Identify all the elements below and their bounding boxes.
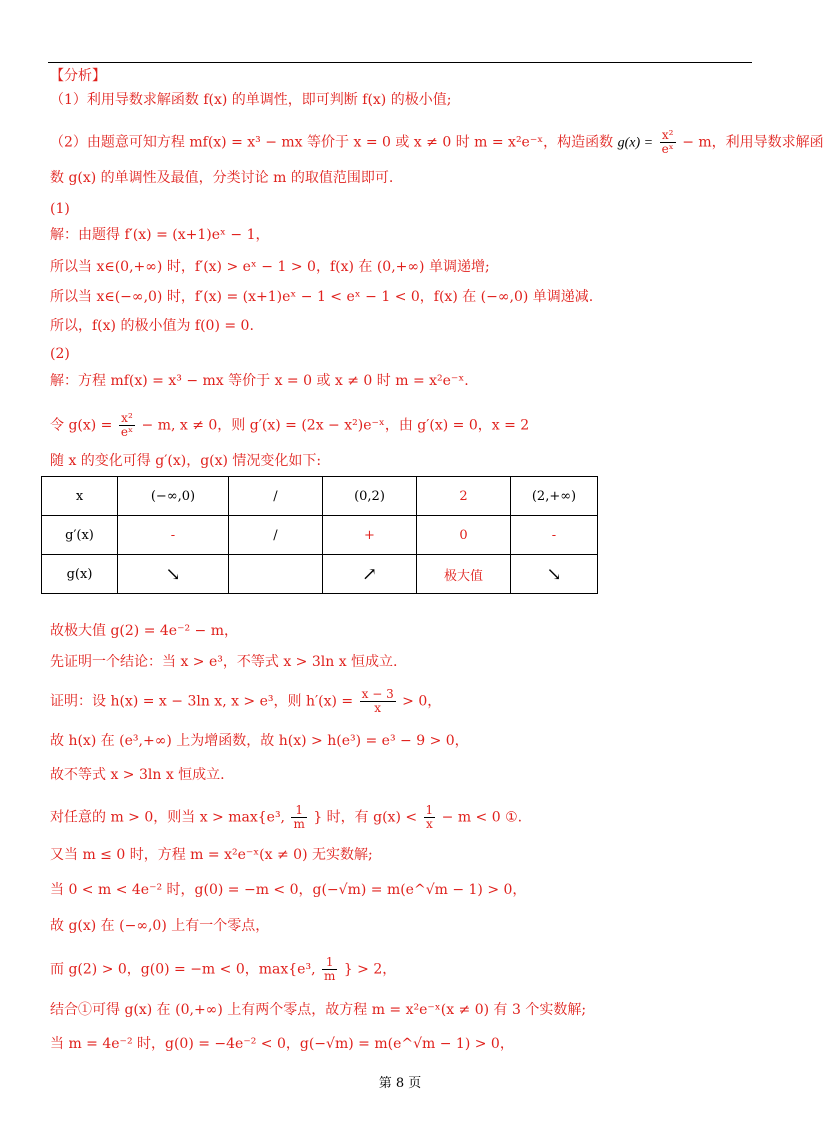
analysis-p2-text-a: （2）由题意可知方程 mf(x) = x³ − mx 等价于 x = 0 或 x ≠ 0 时 m = x²e⁻ˣ，构造函数 bbox=[50, 134, 614, 151]
part2-fraction bbox=[119, 412, 135, 439]
after-line3 bbox=[50, 688, 441, 715]
after-line9: 故 g(x) 在 (−∞,0) 上有一个零点， bbox=[50, 918, 270, 934]
part2-line2 bbox=[50, 412, 529, 439]
variation-table bbox=[41, 476, 598, 594]
after-line1: 故极大值 g(2) = 4e⁻² − m， bbox=[50, 623, 238, 639]
analysis-p2 bbox=[50, 129, 824, 156]
table-cell: (−∞,0) bbox=[118, 477, 229, 516]
page-number: 第 8 页 bbox=[378, 1076, 422, 1091]
fraction-denominator: eˣ bbox=[120, 425, 134, 439]
fraction-numerator: x − 3 bbox=[361, 687, 394, 701]
table-row bbox=[42, 516, 598, 555]
fraction-numerator: 1 bbox=[425, 803, 434, 817]
part2-line2-text-b: − m, x ≠ 0，则 g′(x) = (2x − x²)e⁻ˣ，由 g′(x) = 0，x = 2 bbox=[141, 417, 530, 434]
after-line8: 当 0 < m < 4e⁻² 时，g(0) = −m < 0，g(−√m) = m(e^√m − 1) > 0， bbox=[50, 882, 527, 898]
after-line6-text-a: 对任意的 m > 0，则当 x > max{e³, bbox=[50, 809, 286, 826]
part1-line3: 所以当 x∈(−∞,0) 时，f′(x) = (x+1)eˣ − 1 < eˣ − 1 < 0，f(x) 在 (−∞,0) 单调递减. bbox=[50, 289, 594, 305]
table-cell: 2 bbox=[417, 477, 511, 516]
table-cell: g′(x) bbox=[42, 516, 118, 555]
fraction-numerator: 1 bbox=[291, 804, 306, 818]
fraction-denominator: m bbox=[293, 817, 305, 831]
part1-line4: 所以，f(x) 的极小值为 f(0) = 0. bbox=[50, 318, 254, 334]
after-line6-fraction-2 bbox=[424, 804, 436, 831]
fraction-denominator: m bbox=[323, 969, 336, 983]
analysis-p1: （1）利用导数求解函数 f(x) 的单调性，即可判断 f(x) 的极小值; bbox=[50, 92, 452, 108]
after-line6-text-c: − m < 0 ①. bbox=[441, 809, 523, 826]
fraction-numerator: x² bbox=[119, 412, 135, 426]
table-cell: g(x) bbox=[42, 555, 118, 594]
table-row bbox=[42, 477, 598, 516]
table-cell: (0,2) bbox=[323, 477, 417, 516]
header-rule bbox=[48, 62, 752, 63]
part2-line3: 随 x 的变化可得 g′(x)，g(x) 情况变化如下: bbox=[50, 453, 322, 469]
table-cell: ↘ bbox=[511, 555, 598, 594]
table-cell: - bbox=[118, 516, 229, 555]
after-line10-fraction bbox=[322, 956, 337, 983]
after-line3-text-b: > 0， bbox=[402, 693, 442, 710]
part1-line2: 所以当 x∈(0,+∞) 时，f′(x) > eˣ − 1 > 0，f(x) 在 (0,+∞) 单调递增; bbox=[50, 259, 490, 275]
after-line10-text-b: } > 2， bbox=[343, 961, 397, 978]
analysis-p2-func: g(x) = bbox=[617, 135, 654, 151]
table-cell: ↗ bbox=[323, 555, 417, 594]
table-cell: 0 bbox=[417, 516, 511, 555]
after-line5: 故不等式 x > 3ln x 恒成立. bbox=[50, 767, 225, 783]
after-line3-fraction bbox=[360, 688, 396, 715]
table-row bbox=[42, 555, 598, 594]
table-cell: ↘ bbox=[118, 555, 229, 594]
fraction-denominator: x bbox=[425, 817, 433, 831]
table-cell: / bbox=[229, 516, 323, 555]
table-cell: x bbox=[42, 477, 118, 516]
after-line3-text-a: 证明：设 h(x) = x − 3ln x, x > e³，则 h′(x) = bbox=[50, 693, 354, 710]
analysis-p2-text-b: − m，利用导数求解函 bbox=[682, 134, 824, 151]
after-line6-text-b: } 时，有 g(x) < bbox=[313, 809, 418, 826]
analysis-p3: 数 g(x) 的单调性及最值，分类讨论 m 的取值范围即可. bbox=[50, 170, 394, 186]
table-cell: + bbox=[323, 516, 417, 555]
after-line2: 先证明一个结论：当 x > e³，不等式 x > 3ln x 恒成立. bbox=[50, 654, 398, 670]
table-cell: 极大值 bbox=[417, 555, 511, 594]
after-line7: 又当 m ≤ 0 时，方程 m = x²e⁻ˣ(x ≠ 0) 无实数解; bbox=[50, 847, 373, 863]
after-line6-fraction-1 bbox=[291, 804, 306, 831]
part1-label: (1) bbox=[50, 201, 70, 217]
fraction-denominator: eˣ bbox=[661, 142, 674, 156]
analysis-heading: 【分析】 bbox=[50, 68, 106, 84]
table-cell: - bbox=[511, 516, 598, 555]
after-line11: 结合①可得 g(x) 在 (0,+∞) 上有两个零点，故方程 m = x²e⁻ˣ(x ≠ 0) 有 3 个实数解; bbox=[50, 1002, 587, 1018]
part2-label: (2) bbox=[50, 346, 70, 362]
analysis-p2-fraction bbox=[660, 129, 676, 156]
fraction-numerator: 1 bbox=[322, 956, 337, 970]
part2-line1: 解：方程 mf(x) = x³ − mx 等价于 x = 0 或 x ≠ 0 时 m = x²e⁻ˣ. bbox=[50, 373, 469, 389]
after-line4: 故 h(x) 在 (e³,+∞) 上为增函数，故 h(x) > h(e³) = e³ − 9 > 0， bbox=[50, 733, 469, 749]
after-line10-text-a: 而 g(2) > 0，g(0) = −m < 0，max{e³, bbox=[50, 961, 316, 978]
table-cell bbox=[229, 555, 323, 594]
part1-line1: 解：由题得 f′(x) = (x+1)eˣ − 1， bbox=[50, 227, 270, 243]
table-cell: (2,+∞) bbox=[511, 477, 598, 516]
after-line12: 当 m = 4e⁻² 时，g(0) = −4e⁻² < 0，g(−√m) = m(e^√m − 1) > 0， bbox=[50, 1036, 514, 1052]
fraction-numerator: x² bbox=[660, 129, 676, 143]
fraction-denominator: x bbox=[374, 701, 382, 715]
after-line6 bbox=[50, 804, 522, 831]
table-cell: / bbox=[229, 477, 323, 516]
after-line10 bbox=[50, 956, 396, 983]
part2-line2-text-a: 令 g(x) = bbox=[50, 417, 113, 434]
